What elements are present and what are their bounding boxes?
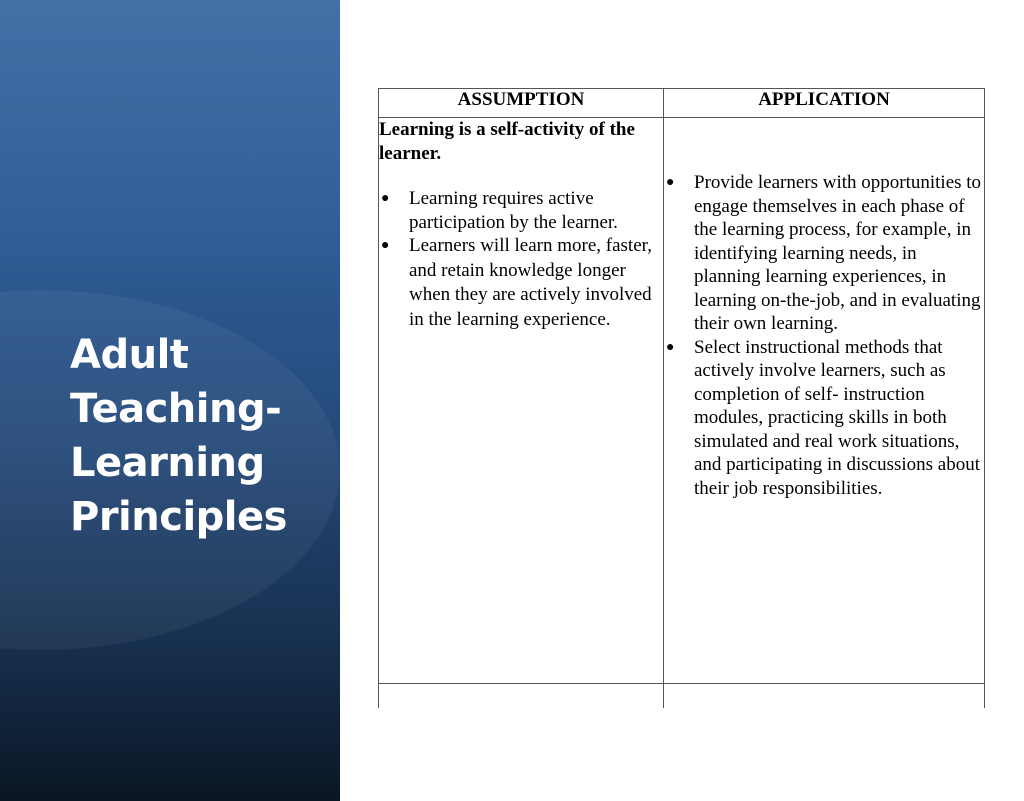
title-sidebar (0, 0, 340, 801)
bullet-icon: ● (381, 238, 390, 253)
table-row-empty (379, 684, 985, 709)
table-header-row (379, 89, 985, 118)
list-item (664, 336, 984, 501)
slide-title-line: Principles (70, 494, 287, 540)
list-item-text: Provide learners with opportunities to engage themselves in each phase of the learning process, for example, in identifying learning needs, in planning learning experiences, in learning on-the-job, and in evaluating their own learning. (694, 172, 982, 334)
bullet-icon: ● (381, 191, 390, 206)
list-item (379, 234, 663, 333)
list-item-text: Learners will learn more, faster, and retain knowledge longer when they are actively involved in the learning experience. (409, 235, 652, 331)
bullet-icon: ● (666, 339, 675, 355)
list-item (664, 171, 984, 336)
assumption-list (379, 187, 663, 333)
slide-title-line: Learning (70, 440, 265, 486)
assumption-cell (379, 118, 664, 684)
application-list (664, 171, 984, 500)
header-application: APPLICATION (664, 89, 985, 118)
list-item-text: Select instructional methods that actively involve learners, such as completion of self- instruction modules, practicing skills in both simulated and real work situations, and participating in discussions about their job responsibilities. (694, 336, 981, 499)
header-assumption: ASSUMPTION (379, 89, 664, 118)
principles-table (378, 88, 985, 708)
sidebar-highlight-band (0, 0, 340, 292)
bullet-icon: ● (666, 175, 675, 190)
list-item-text: Learning requires active participation by the learner. (409, 188, 618, 233)
slide-title-line: Adult (70, 332, 189, 378)
slide-title-line: Teaching- (70, 386, 282, 432)
application-cell (664, 118, 985, 684)
empty-cell (379, 684, 664, 709)
slide-title (70, 328, 330, 544)
assumption-heading: Learning is a self-activity of the learner. (379, 119, 635, 164)
empty-cell (664, 684, 985, 709)
table-row (379, 118, 985, 684)
list-item (379, 187, 663, 234)
